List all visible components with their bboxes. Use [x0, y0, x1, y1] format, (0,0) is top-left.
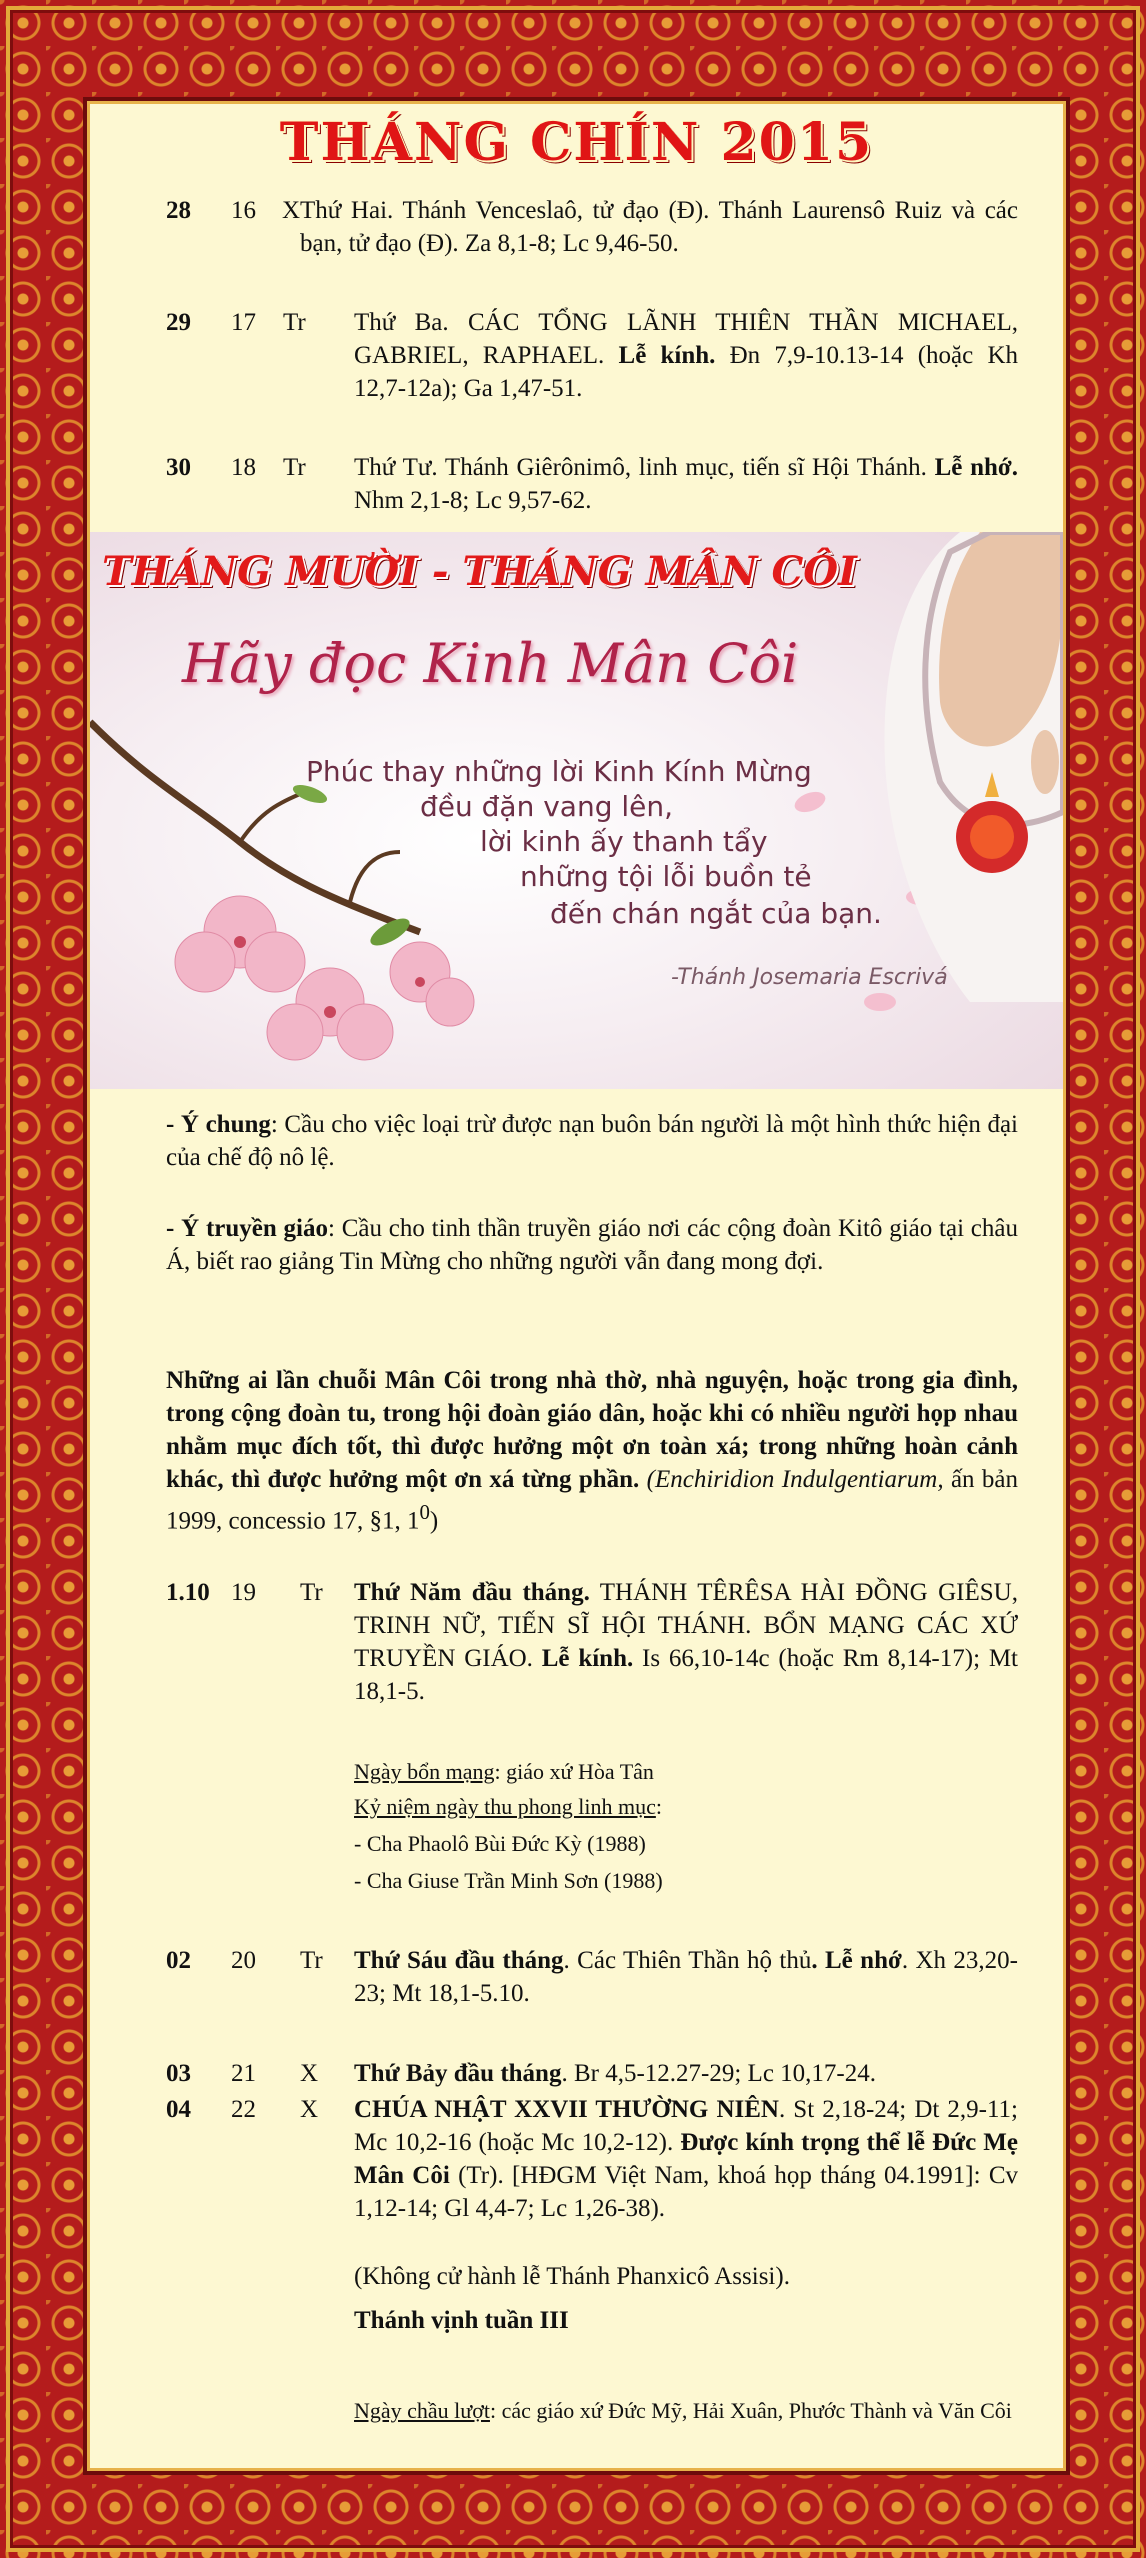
- banner-subheading: Hãy đọc Kinh Mân Côi: [182, 632, 799, 695]
- adoration-note: Ngày chầu lượt: các giáo xứ Đức Mỹ, Hải Xuân, Phước Thành và Văn Côi: [354, 2398, 1012, 2423]
- entry-text: Thứ Sáu đầu tháng. Các Thiên Thần hộ thủ. Lễ nhớ. Xh 23,20-23; Mt 18,1-5.10.: [354, 1947, 1018, 2007]
- entry-text: Thứ Tư. Thánh Giêrônimô, linh mục, tiến sĩ Hội Thánh. Lễ nhớ. Nhm 2,1-8; Lc 9,57-62.: [354, 454, 1018, 514]
- entry-text: Thứ Năm đầu tháng. THÁNH TÊRÊSA HÀI ĐỒNG GIÊSU, TRINH NỮ, TIẾN SĨ HỘI THÁNH. BỔN MẠNG CÁC XỨ TRUYỀN GIÁO. Lễ kính. Is 66,10-14c (hoặc Rm 8,14-17); Mt 18,1-5.: [354, 1579, 1018, 1705]
- entry-date: 02: [166, 1947, 191, 1974]
- entry-text: CHÚA NHẬT XXVII THƯỜNG NIÊN. St 2,18-24; Dt 2,9-11; Mc 10,2-16 (hoặc Mc 10,2-12). Được kính trọng thể lễ Đức Mẹ Mân Côi (Tr). [HĐGM Việt Nam, khoá họp tháng 04.1991]: Cv 1,12-14; Gl 4,4-7; Lc 1,26-38).: [354, 2096, 1019, 2222]
- entry-liturgical-color: Tr: [300, 1947, 323, 1974]
- page-title: THÁNG CHÍN 2015: [279, 112, 874, 173]
- priest-item: - Cha Phaolô Bùi Đức Kỳ (1988): [354, 1831, 646, 1856]
- priest-item: - Cha Giuse Trần Minh Sơn (1988): [354, 1868, 663, 1893]
- entry-lunar-date: 19: [231, 1579, 256, 1606]
- quote-line: đều đặn vang lên,: [420, 790, 674, 823]
- entry-liturgical-color: X: [300, 2060, 319, 2087]
- entry-date: 29: [166, 309, 191, 336]
- entry-liturgical-color: X: [300, 2096, 319, 2123]
- entry-date: 28: [166, 197, 191, 224]
- indulgence-note: Những ai lần chuỗi Mân Côi trong nhà thờ, nhà nguyện, hoặc trong gia đình, trong cộng đoàn tu, trong hội đoàn giáo dân, hoặc khi có nhiều người họp nhau nhằm mục đích tốt, thì được hưởng một ơn toàn xá; trong những hoàn cảnh khác, thì được hưởng một ơn xá từng phần. (Enchiridion Indulgentiarum, ấn bản 1999, concessio 17, §1, $1^0$): [166, 1367, 1018, 1535]
- general-intention: - Ý chung: Cầu cho việc loại trừ được nạn buôn bán người là một hình thức hiện đại của chế độ nô lệ.: [166, 1111, 1019, 1171]
- rosary-banner: [90, 532, 1063, 1089]
- patron-note: Ngày bổn mạng: giáo xứ Hòa Tân: [354, 1759, 654, 1784]
- quote-author: -Thánh Josemaria Escrivá: [671, 965, 948, 990]
- quote-line: Phúc thay những lời Kinh Kính Mừng: [306, 755, 812, 788]
- entry-date: 30: [166, 454, 191, 481]
- entry-text: Thứ Ba. CÁC TỔNG LÃNH THIÊN THẦN MICHAEL, GABRIEL, RAPHAEL. Lễ kính. Đn 7,9-10.13-14 (hoặc Kh 12,7-12a); Ga 1,47-51.: [354, 309, 1018, 402]
- entry-lunar-date: 18: [231, 454, 256, 481]
- entry-liturgical-color: Tr: [283, 454, 306, 481]
- entry-lunar-date: 21: [231, 2060, 256, 2087]
- entry-lunar-date: 20: [231, 1947, 256, 1974]
- entry-date: 1.10: [166, 1579, 210, 1606]
- entry-text: Thứ Hai. Thánh Venceslaô, tử đạo (Đ). Thánh Laurensô Ruiz và các bạn, tử đạo (Đ). Za 8,1-8; Lc 9,46-50.: [300, 197, 1018, 257]
- entry-lunar-date: 17: [231, 309, 256, 336]
- entry-date: 04: [166, 2096, 191, 2123]
- quote-line: đến chán ngắt của bạn.: [550, 897, 882, 930]
- entry-liturgical-color: X: [282, 197, 301, 224]
- entry-liturgical-color: Tr: [283, 309, 306, 336]
- anniversary-note: Kỷ niệm ngày thu phong linh mục:: [354, 1794, 662, 1819]
- entry-text: Thứ Bảy đầu tháng. Br 4,5-12.27-29; Lc 10,17-24.: [354, 2060, 876, 2087]
- banner-heading: THÁNG MƯỜI - THÁNG MÂN CÔI: [102, 548, 857, 595]
- quote-line: lời kinh ấy thanh tẩy: [480, 825, 768, 858]
- entry-liturgical-color: Tr: [300, 1579, 323, 1606]
- entry-date: 03: [166, 2060, 191, 2087]
- calendar-panel: THÁNG CHÍN 2015 28 16 X Thứ Hai. Thánh Venceslaô, tử đạo (Đ). Thánh Laurensô Ruiz và các bạn, tử đạo (Đ). Za 8,1-8; Lc 9,46-50. 29 17 Tr Thứ Ba. CÁC TỔNG LÃNH THIÊN THẦN MICHAEL, GABRIEL, RAPHAEL. Lễ kính. Đn 7,9-10.13-14 (hoặc Kh 12,7-12a); Ga 1,47-51. 30 18 Tr Thứ Tư. Thánh Giêrônimô, linh mục, tiến sĩ Hội Thánh. Lễ nhớ. Nhm 2,1-8; Lc 9,57-62. THÁNG MƯỜI - THÁNG MÂN CÔI Hãy đọc Kinh Mân Côi Phúc thay những lời Kinh Kính Mừng đều đặn vang lên, lời kinh ấy thanh tẩy những tội lỗi buồn tẻ đến chán ngắt của bạn. -Thánh Josemaria Escrivá - Ý chung: Cầu cho việc loại trừ được nạn buôn bán người là một hình thức hiện đại của chế độ nô lệ. - Ý truyền giáo: Cầu cho tinh thần truyền giáo nơi các cộng đoàn Kitô giáo tại châu Á, biết rao giảng Tin Mừng cho những người vẫn đang mong đợi. Những ai lần chuỗi Mân Côi trong nhà thờ, nhà nguyện, hoặc trong gia đình, trong cộng đoàn tu, trong hội đoàn giáo dân, hoặc khi có nhiều người họp nhau nhằm mục đích tốt, thì được hưởng một ơn toàn xá; trong những hoàn cảnh khác, thì được hưởng một ơn xá từng phần. (Enchiridion Indulgentiarum, ấn bản 1999, concessio 17, §1, $1^0$) 1.10 19 Tr Thứ Năm đầu tháng. THÁNH TÊRÊSA HÀI ĐỒNG GIÊSU, TRINH NỮ, TIẾN SĨ HỘI THÁNH. BỔN MẠNG CÁC XỨ TRUYỀN GIÁO. Lễ kính. Is 66,10-14c (hoặc Rm 8,14-17); Mt 18,1-5. Ngày bổn mạng: giáo xứ Hòa Tân Kỷ niệm ngày thu phong linh mục: - Cha Phaolô Bùi Đức Kỳ (1988) - Cha Giuse Trần Minh Sơn (1988) 02 20 Tr Thứ Sáu đầu tháng. Các Thiên Thần hộ thủ. Lễ nhớ. Xh 23,20-23; Mt 18,1-5.10. 03 21 X Thứ Bảy đầu tháng. Br 4,5-12.27-29; Lc 10,17-24. 04 22 X CHÚA NHẬT XXVII THƯỜNG NIÊN. St 2,18-24; Dt 2,9-11; Mc 10,2-16 (hoặc Mc 10,2-12). Được kính trọng thể lễ Đức Mẹ Mân Côi (Tr). [HĐGM Việt Nam, khoá họp tháng 04.1991]: Cv 1,12-14; Gl 4,4-7; Lc 1,26-38). (Không cử hành lễ Thánh Phanxicô Assisi). Thánh vịnh tuần III Ngày chầu lượt: các giáo xứ Đức Mỹ, Hải Xuân, Phước Thành và Văn Côi: [87, 101, 1066, 2471]
- entry-lunar-date: 16: [231, 197, 256, 224]
- entry-lunar-date: 22: [231, 2096, 256, 2123]
- quote-line: những tội lỗi buồn tẻ: [520, 860, 812, 893]
- mission-intention: - Ý truyền giáo: Cầu cho tinh thần truyền giáo nơi các cộng đoàn Kitô giáo tại châu Á, biết rao giảng Tin Mừng cho những người vẫn đang mong đợi.: [166, 1215, 1018, 1275]
